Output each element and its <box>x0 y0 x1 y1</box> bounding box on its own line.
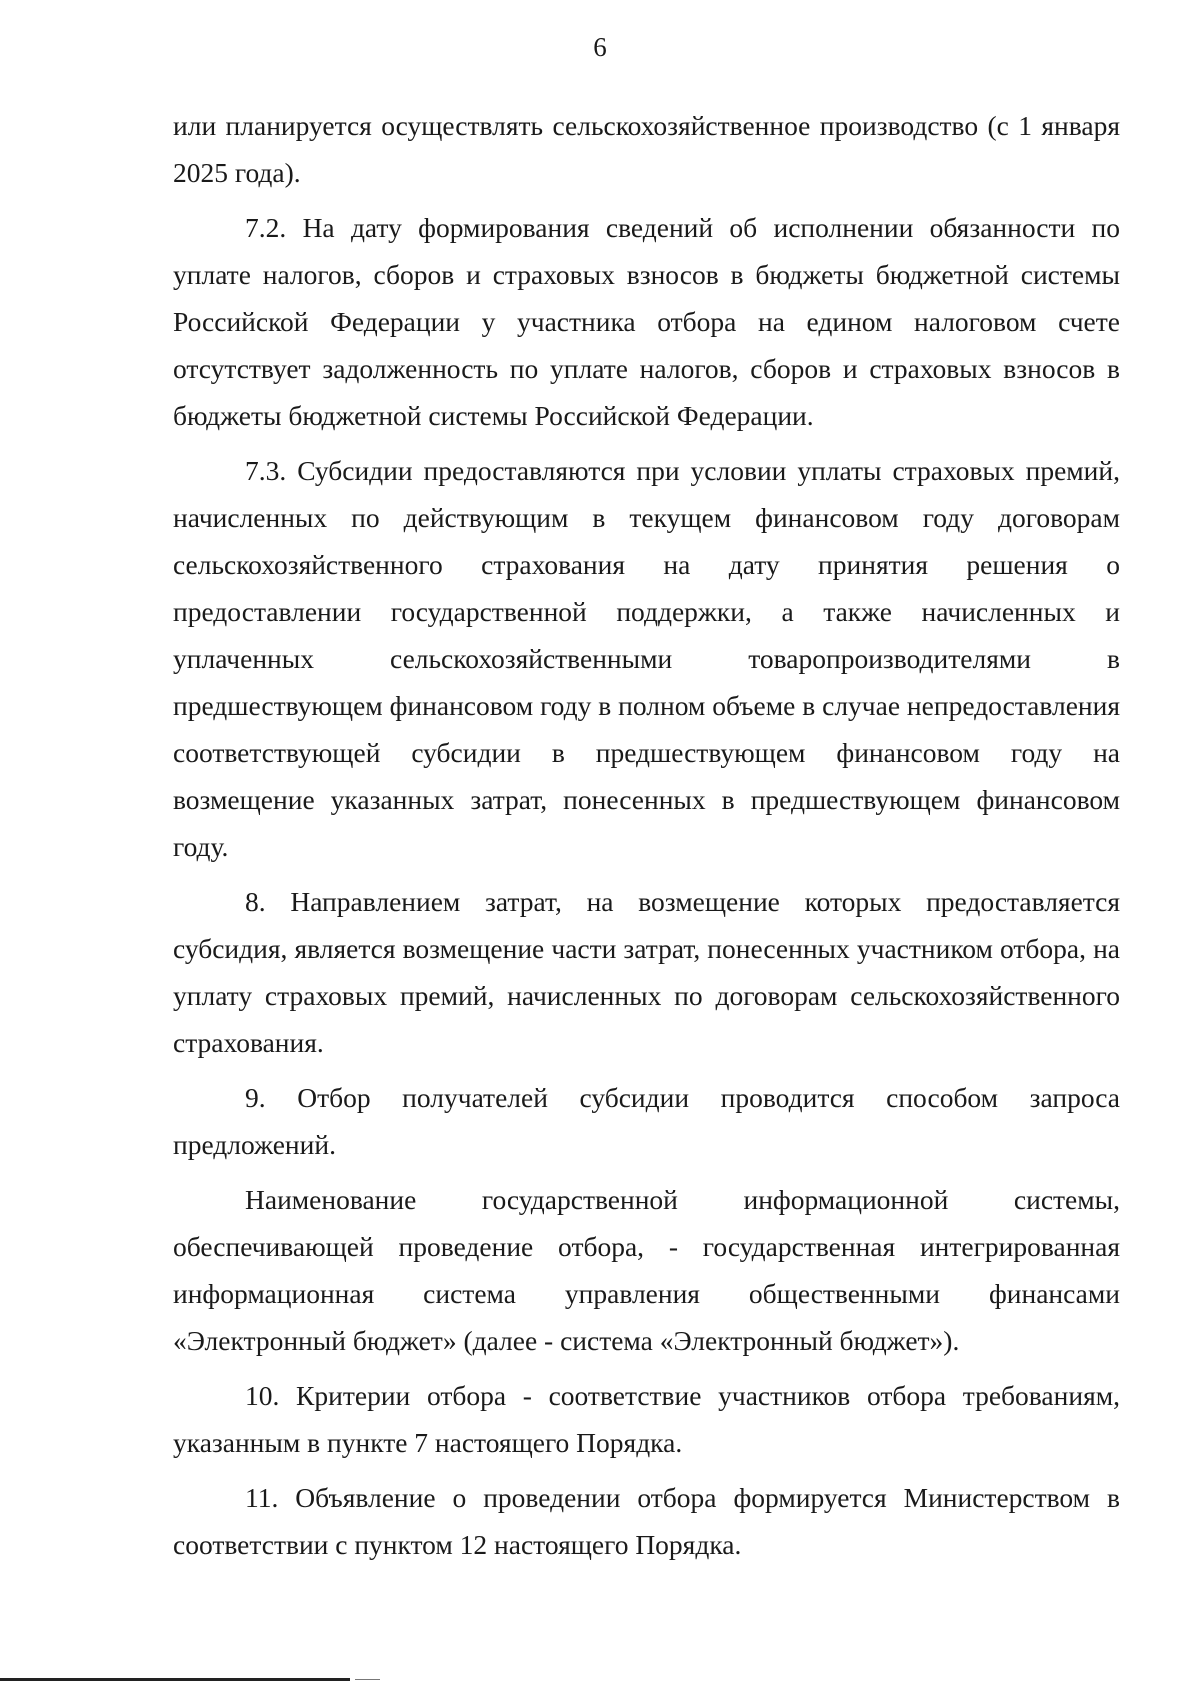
paragraph-8: 8. Направлением затрат, на возмещение которых предоставляется субсидия, является возмещение части затрат, понесенных участником отбора, на уплату страховых премий, начисленных по договорам сельскохозяйственного страхования. <box>173 886 1120 1058</box>
paragraph-7-2: 7.2. На дату формирования сведений об исполнении обязанности по уплате налогов, сборов и страховых взносов в бюджеты бюджетной системы Российской Федерации у участника отбора на едином налоговом счете отсутствует задолженность по уплате налогов, сборов и страховых взносов в бюджеты бюджетной системы Российской Федерации. <box>173 212 1120 431</box>
page-number: 6 <box>593 32 607 62</box>
bottom-scan-line <box>0 1678 350 1681</box>
paragraph-11: 11. Объявление о проведении отбора формируется Министерством в соответствии с пунктом 12 настоящего Порядка. <box>173 1482 1120 1560</box>
paragraph-continuation: или планируется осуществлять сельскохозяйственное производство (с 1 января 2025 года). <box>173 110 1120 188</box>
paragraph-10: 10. Критерии отбора - соответствие участников отбора требованиям, указанным в пункте 7 настоящего Порядка. <box>173 1380 1120 1458</box>
paragraph-9-information-system: Наименование государственной информационной системы, обеспечивающей проведение отбора, - государственная интегрированная информационная система управления общественными финансами «Электронный бюджет» (далее - система «Электронный бюджет»). <box>173 1184 1120 1356</box>
paragraph-7-3: 7.3. Субсидии предоставляются при условии уплаты страховых премий, начисленных по действующим в текущем финансовом году договорам сельскохозяйственного страхования на дату принятия решения о предоставлении государственной поддержки, а также начисленных и уплаченных сельскохозяйственными товаропроизводителями в предшествующем финансовом году в полном объеме в случае непредоставления соответствующей субсидии в предшествующем финансовом году на возмещение указанных затрат, понесенных в предшествующем финансовом году. <box>173 455 1120 862</box>
paragraph-9: 9. Отбор получателей субсидии проводится способом запроса предложений. <box>173 1082 1120 1160</box>
bottom-scan-mark <box>355 1679 380 1680</box>
document-body <box>173 102 1120 1576</box>
